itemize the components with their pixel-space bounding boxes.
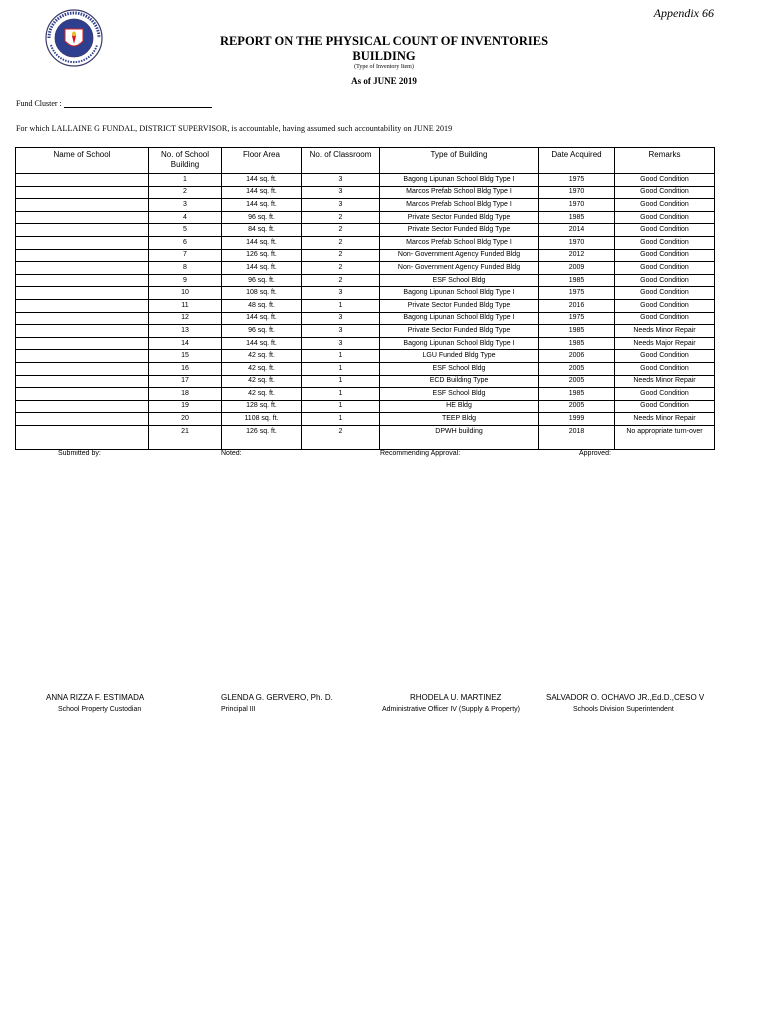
cell-building-no: 10 [149,287,222,300]
cell-building-type: Non- Government Agency Funded Bldg [380,262,539,275]
cell-floor-area: 42 sq. ft. [222,388,302,401]
cell-building-no: 11 [149,299,222,312]
cell-building-type: Private Sector Funded Bldg Type [380,211,539,224]
cell-building-no: 3 [149,199,222,212]
cell-floor-area: 84 sq. ft. [222,224,302,237]
table-row [16,199,715,212]
cell-floor-area: 126 sq. ft. [222,425,302,449]
cell-school [16,375,149,388]
cell-classrooms: 3 [302,287,380,300]
cell-school [16,312,149,325]
cell-date-acquired: 1985 [539,337,615,350]
cell-school [16,236,149,249]
cell-date-acquired: 1970 [539,199,615,212]
cell-classrooms: 1 [302,400,380,413]
cell-school [16,425,149,449]
cell-date-acquired: 1970 [539,236,615,249]
cell-classrooms: 2 [302,249,380,262]
table-row [16,249,715,262]
col-header-remarks: Remarks [615,148,715,174]
cell-classrooms: 3 [302,325,380,338]
cell-classrooms: 1 [302,350,380,363]
cell-building-no: 14 [149,337,222,350]
table-row [16,299,715,312]
cell-building-no: 21 [149,425,222,449]
cell-remarks: Needs Minor Repair [615,375,715,388]
cell-building-no: 13 [149,325,222,338]
cell-date-acquired: 1985 [539,274,615,287]
table-row [16,413,715,426]
cell-remarks: Needs Major Repair [615,337,715,350]
cell-building-no: 2 [149,186,222,199]
col-header-building-no: No. of School Building [149,148,222,174]
cell-classrooms: 3 [302,186,380,199]
table-row [16,262,715,275]
cell-date-acquired: 2006 [539,350,615,363]
cell-floor-area: 42 sq. ft. [222,375,302,388]
table-row [16,375,715,388]
cell-date-acquired: 1975 [539,287,615,300]
cell-remarks: Good Condition [615,174,715,187]
cell-building-type: Bagong Lipunan School Bldg Type I [380,337,539,350]
cell-date-acquired: 2009 [539,262,615,275]
table-row [16,287,715,300]
cell-school [16,211,149,224]
cell-floor-area: 96 sq. ft. [222,274,302,287]
cell-floor-area: 144 sq. ft. [222,199,302,212]
signatory-name-3: RHODELA U. MARTINEZ [410,693,502,702]
cell-classrooms: 1 [302,362,380,375]
cell-classrooms: 1 [302,413,380,426]
cell-date-acquired: 2016 [539,299,615,312]
inventory-table [15,147,715,450]
cell-remarks: Good Condition [615,249,715,262]
cell-school [16,186,149,199]
cell-building-no: 8 [149,262,222,275]
cell-remarks: Good Condition [615,186,715,199]
table-row [16,425,715,449]
cell-building-no: 15 [149,350,222,363]
cell-building-type: Private Sector Funded Bldg Type [380,299,539,312]
cell-building-no: 18 [149,388,222,401]
cell-date-acquired: 1970 [539,186,615,199]
cell-remarks: Good Condition [615,224,715,237]
cell-classrooms: 3 [302,199,380,212]
table-row [16,388,715,401]
cell-floor-area: 96 sq. ft. [222,325,302,338]
cell-date-acquired: 2014 [539,224,615,237]
inventory-type-caption: (Type of Inventory Item) [354,64,414,70]
cell-classrooms: 1 [302,388,380,401]
cell-school [16,199,149,212]
table-row [16,236,715,249]
signatory-name-1: ANNA RIZZA F. ESTIMADA [46,693,145,702]
cell-school [16,388,149,401]
table-row [16,312,715,325]
cell-floor-area: 96 sq. ft. [222,211,302,224]
col-header-date-acquired: Date Acquired [539,148,615,174]
cell-remarks: Good Condition [615,400,715,413]
report-title: REPORT ON THE PHYSICAL COUNT OF INVENTORIES [219,34,549,48]
cell-remarks: Good Condition [615,299,715,312]
submitted-by-label: Submitted by: [58,450,101,457]
cell-school [16,337,149,350]
cell-date-acquired: 1985 [539,388,615,401]
cell-building-no: 9 [149,274,222,287]
cell-floor-area: 42 sq. ft. [222,362,302,375]
cell-building-type: Private Sector Funded Bldg Type [380,224,539,237]
cell-building-type: Marcos Prefab School Bldg Type I [380,236,539,249]
cell-remarks: Good Condition [615,362,715,375]
cell-remarks: Good Condition [615,388,715,401]
table-row [16,211,715,224]
cell-building-type: DPWH building [380,425,539,449]
cell-date-acquired: 1985 [539,325,615,338]
cell-floor-area: 144 sq. ft. [222,262,302,275]
appendix-label: Appendix 66 [653,6,714,20]
cell-floor-area: 126 sq. ft. [222,249,302,262]
cell-building-type: Marcos Prefab School Bldg Type I [380,186,539,199]
cell-remarks: Good Condition [615,236,715,249]
cell-remarks: Good Condition [615,312,715,325]
cell-building-type: LGU Funded Bldg Type [380,350,539,363]
table-row [16,400,715,413]
accountability-statement: For which LALLAINE G FUNDAL, DISTRICT SUPERVISOR, is accountable, having assumed such accountability on JUNE 2019 [16,124,453,133]
cell-building-type: ESF School Bldg [380,388,539,401]
table-row [16,224,715,237]
cell-building-no: 17 [149,375,222,388]
signatory-position-3: Administrative Officer IV (Supply & Property) [382,706,520,713]
cell-school [16,287,149,300]
cell-building-type: Bagong Lipunan School Bldg Type I [380,312,539,325]
cell-remarks: Needs Minor Repair [615,325,715,338]
cell-school [16,400,149,413]
cell-school [16,249,149,262]
fund-cluster-blank [64,99,212,108]
cell-building-no: 7 [149,249,222,262]
cell-building-no: 20 [149,413,222,426]
fund-cluster-label: Fund Cluster : [16,99,62,108]
cell-building-no: 1 [149,174,222,187]
cell-school [16,174,149,187]
cell-building-type: ESF School Bldg [380,274,539,287]
cell-building-type: ECD Building Type [380,375,539,388]
table-row [16,274,715,287]
col-header-building-type: Type of Building [380,148,539,174]
cell-floor-area: 144 sq. ft. [222,236,302,249]
signatory-name-4: SALVADOR O. OCHAVO JR.,Ed.D.,CESO V [546,693,705,702]
cell-floor-area: 144 sq. ft. [222,337,302,350]
table-row [16,174,715,187]
cell-remarks: Good Condition [615,262,715,275]
cell-school [16,413,149,426]
cell-school [16,299,149,312]
cell-floor-area: 128 sq. ft. [222,400,302,413]
col-header-classrooms: No. of Classroom [302,148,380,174]
cell-date-acquired: 1999 [539,413,615,426]
cell-classrooms: 2 [302,425,380,449]
cell-date-acquired: 1975 [539,312,615,325]
cell-building-type: HE Bldg [380,400,539,413]
cell-building-no: 16 [149,362,222,375]
cell-classrooms: 1 [302,299,380,312]
cell-remarks: Good Condition [615,350,715,363]
cell-classrooms: 2 [302,224,380,237]
cell-building-type: Bagong Lipunan School Bldg Type I [380,174,539,187]
cell-remarks: Good Condition [615,274,715,287]
table-row [16,350,715,363]
cell-school [16,350,149,363]
cell-floor-area: 108 sq. ft. [222,287,302,300]
cell-building-no: 4 [149,211,222,224]
cell-building-type: ESF School Bldg [380,362,539,375]
cell-building-no: 6 [149,236,222,249]
cell-school [16,325,149,338]
cell-building-no: 5 [149,224,222,237]
cell-date-acquired: 1985 [539,211,615,224]
cell-classrooms: 3 [302,337,380,350]
cell-building-type: Bagong Lipunan School Bldg Type I [380,287,539,300]
cell-date-acquired: 2012 [539,249,615,262]
cell-building-type: TEEP Bldg [380,413,539,426]
signatory-position-1: School Property Custodian [58,706,142,713]
as-of-date: As of JUNE 2019 [351,76,417,86]
cell-remarks: Good Condition [615,199,715,212]
table-row [16,186,715,199]
cell-classrooms: 2 [302,236,380,249]
cell-school [16,224,149,237]
cell-building-type: Non- Government Agency Funded Bldg [380,249,539,262]
cell-floor-area: 42 sq. ft. [222,350,302,363]
cell-classrooms: 3 [302,312,380,325]
cell-school [16,262,149,275]
cell-floor-area: 144 sq. ft. [222,312,302,325]
cell-school [16,362,149,375]
cell-classrooms: 2 [302,274,380,287]
table-body [16,174,715,450]
cell-building-no: 12 [149,312,222,325]
cell-remarks: No appropriate turn-over [615,425,715,449]
recommending-approval-label: Recommending Approval: [380,450,461,457]
col-header-school: Name of School [16,148,149,174]
cell-classrooms: 2 [302,262,380,275]
table-header-row [16,148,715,174]
cell-classrooms: 1 [302,375,380,388]
cell-date-acquired: 2005 [539,375,615,388]
cell-building-type: Private Sector Funded Bldg Type [380,325,539,338]
signatory-position-2: Principal III [221,706,256,713]
cell-building-type: Marcos Prefab School Bldg Type I [380,199,539,212]
cell-date-acquired: 2005 [539,362,615,375]
cell-remarks: Good Condition [615,211,715,224]
cell-building-no: 19 [149,400,222,413]
table-row [16,337,715,350]
cell-floor-area: 144 sq. ft. [222,186,302,199]
inventory-type: BUILDING [352,49,416,63]
noted-label: Noted: [221,450,242,457]
cell-school [16,274,149,287]
table-row [16,325,715,338]
cell-remarks: Needs Minor Repair [615,413,715,426]
fund-cluster [16,99,212,108]
cell-remarks: Good Condition [615,287,715,300]
cell-date-acquired: 2005 [539,400,615,413]
signatory-position-4: Schools Division Superintendent [573,706,674,713]
cell-floor-area: 1108 sq. ft. [222,413,302,426]
cell-classrooms: 3 [302,174,380,187]
cell-date-acquired: 1975 [539,174,615,187]
cell-classrooms: 2 [302,211,380,224]
cell-date-acquired: 2018 [539,425,615,449]
cell-floor-area: 144 sq. ft. [222,174,302,187]
approved-label: Approved: [579,450,611,457]
col-header-floor-area: Floor Area [222,148,302,174]
cell-floor-area: 48 sq. ft. [222,299,302,312]
signatory-name-2: GLENDA G. GERVERO, Ph. D. [221,693,333,702]
table-row [16,362,715,375]
